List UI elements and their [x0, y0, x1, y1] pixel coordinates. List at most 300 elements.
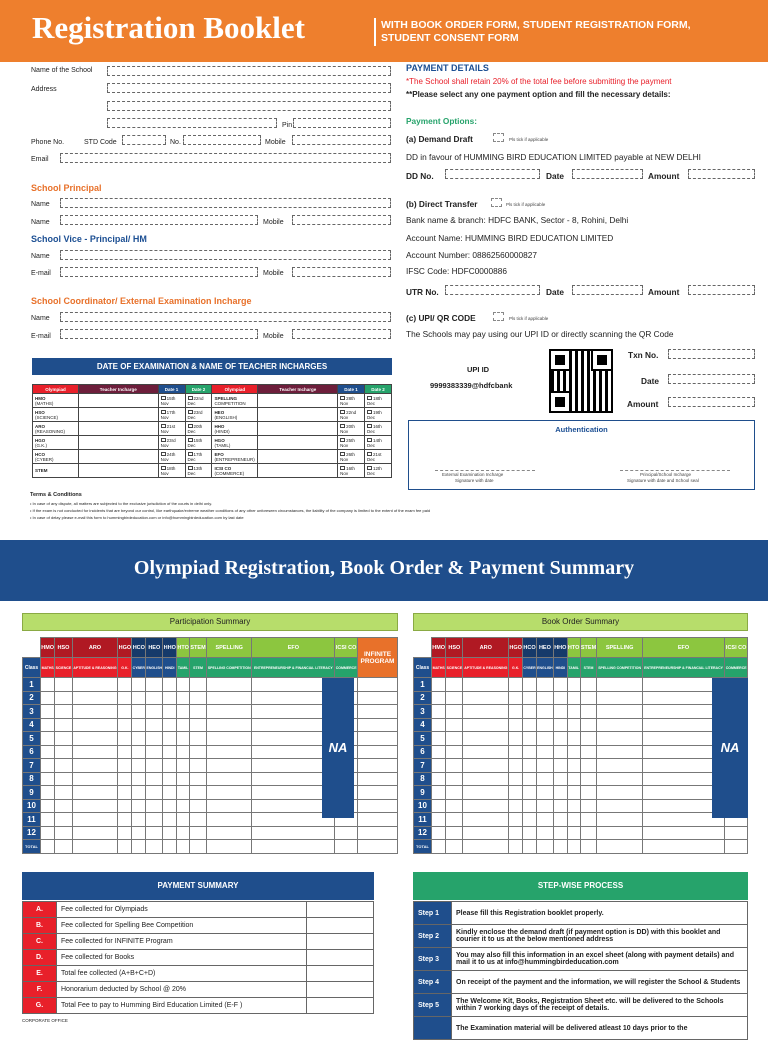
- coord-mobile-field[interactable]: [292, 329, 391, 339]
- grid-cell[interactable]: [163, 745, 177, 759]
- grid-cell[interactable]: [206, 826, 251, 840]
- grid-cell[interactable]: [580, 813, 597, 827]
- grid-cell[interactable]: [580, 826, 597, 840]
- teacher-incharge-cell[interactable]: [258, 422, 338, 436]
- grid-cell[interactable]: [206, 705, 251, 719]
- exam-date-cell[interactable]: [365, 436, 392, 450]
- grid-cell[interactable]: [132, 840, 146, 854]
- exam-date-cell[interactable]: [185, 450, 212, 464]
- grid-cell[interactable]: [463, 786, 509, 800]
- payment-row-value[interactable]: [307, 998, 374, 1014]
- grid-cell[interactable]: [553, 840, 567, 854]
- grid-cell[interactable]: [72, 826, 118, 840]
- grid-cell[interactable]: [163, 799, 177, 813]
- grid-cell[interactable]: [463, 813, 509, 827]
- grid-cell[interactable]: [463, 678, 509, 692]
- grid-cell[interactable]: [446, 705, 463, 719]
- grid-cell[interactable]: [41, 718, 55, 732]
- grid-cell[interactable]: [190, 691, 207, 705]
- grid-cell[interactable]: [146, 759, 163, 773]
- infinite-cell[interactable]: [358, 732, 398, 746]
- infinite-cell[interactable]: [358, 678, 398, 692]
- grid-cell[interactable]: [146, 718, 163, 732]
- exam-date-cell[interactable]: [338, 394, 365, 408]
- demand-draft-checkbox[interactable]: [493, 133, 504, 142]
- exam-date-cell[interactable]: [338, 450, 365, 464]
- grid-cell[interactable]: [580, 745, 597, 759]
- grid-cell[interactable]: [509, 772, 523, 786]
- exam-date-cell[interactable]: [338, 408, 365, 422]
- grid-cell[interactable]: [523, 718, 537, 732]
- std-code-field[interactable]: [122, 135, 166, 145]
- txn-date-field[interactable]: [668, 374, 755, 384]
- infinite-cell[interactable]: [358, 840, 398, 854]
- exam-date-cell[interactable]: [365, 408, 392, 422]
- grid-cell[interactable]: [72, 840, 118, 854]
- grid-cell[interactable]: [432, 786, 446, 800]
- grid-cell[interactable]: [55, 745, 72, 759]
- grid-cell[interactable]: [206, 759, 251, 773]
- grid-cell[interactable]: [597, 813, 642, 827]
- grid-cell[interactable]: [41, 691, 55, 705]
- grid-cell[interactable]: [206, 678, 251, 692]
- teacher-incharge-cell[interactable]: [78, 450, 158, 464]
- grid-cell[interactable]: [72, 745, 118, 759]
- grid-cell[interactable]: [536, 826, 553, 840]
- grid-cell[interactable]: [146, 799, 163, 813]
- grid-cell[interactable]: [72, 759, 118, 773]
- grid-cell[interactable]: [252, 826, 335, 840]
- grid-cell[interactable]: [553, 718, 567, 732]
- grid-cell[interactable]: [118, 732, 132, 746]
- grid-cell[interactable]: [536, 732, 553, 746]
- grid-cell[interactable]: [432, 772, 446, 786]
- teacher-incharge-cell[interactable]: [78, 408, 158, 422]
- exam-date-cell[interactable]: [185, 464, 212, 478]
- grid-cell[interactable]: [132, 759, 146, 773]
- grid-cell[interactable]: [567, 840, 580, 854]
- mobile-field[interactable]: [292, 135, 391, 145]
- grid-cell[interactable]: [190, 826, 207, 840]
- grid-cell[interactable]: [597, 705, 642, 719]
- grid-cell[interactable]: [523, 705, 537, 719]
- grid-cell[interactable]: [190, 813, 207, 827]
- grid-cell[interactable]: [597, 786, 642, 800]
- grid-cell[interactable]: [177, 732, 190, 746]
- grid-cell[interactable]: [118, 718, 132, 732]
- grid-cell[interactable]: [118, 745, 132, 759]
- grid-cell[interactable]: [55, 691, 72, 705]
- exam-date-cell[interactable]: [158, 422, 185, 436]
- grid-cell[interactable]: [41, 759, 55, 773]
- grid-cell[interactable]: [463, 705, 509, 719]
- grid-cell[interactable]: [509, 691, 523, 705]
- grid-cell[interactable]: [55, 826, 72, 840]
- infinite-cell[interactable]: [358, 745, 398, 759]
- grid-cell[interactable]: [190, 705, 207, 719]
- grid-cell[interactable]: [163, 826, 177, 840]
- grid-cell[interactable]: [132, 799, 146, 813]
- grid-cell[interactable]: [523, 786, 537, 800]
- dd-amount-field[interactable]: [688, 169, 755, 179]
- grid-cell[interactable]: [463, 840, 509, 854]
- payment-row-value[interactable]: [307, 966, 374, 982]
- grid-cell[interactable]: [536, 840, 553, 854]
- grid-cell[interactable]: [567, 745, 580, 759]
- grid-cell[interactable]: [597, 840, 642, 854]
- grid-cell[interactable]: [190, 745, 207, 759]
- grid-cell[interactable]: [446, 813, 463, 827]
- grid-cell[interactable]: [163, 718, 177, 732]
- grid-cell[interactable]: [206, 691, 251, 705]
- payment-row-value[interactable]: [307, 950, 374, 966]
- grid-cell[interactable]: [597, 678, 642, 692]
- grid-cell[interactable]: [463, 745, 509, 759]
- teacher-incharge-cell[interactable]: [78, 394, 158, 408]
- grid-cell[interactable]: [146, 705, 163, 719]
- grid-cell[interactable]: [163, 691, 177, 705]
- grid-cell[interactable]: [446, 840, 463, 854]
- grid-cell[interactable]: [509, 813, 523, 827]
- teacher-incharge-cell[interactable]: [258, 408, 338, 422]
- grid-cell[interactable]: [41, 840, 55, 854]
- grid-cell[interactable]: [523, 759, 537, 773]
- grid-cell[interactable]: [580, 718, 597, 732]
- grid-cell[interactable]: [163, 678, 177, 692]
- dd-date-field[interactable]: [572, 169, 643, 179]
- teacher-incharge-cell[interactable]: [258, 394, 338, 408]
- grid-cell[interactable]: [177, 691, 190, 705]
- utr-date-field[interactable]: [572, 285, 643, 295]
- grid-cell[interactable]: [41, 745, 55, 759]
- grid-cell[interactable]: [190, 786, 207, 800]
- grid-cell[interactable]: [72, 691, 118, 705]
- teacher-incharge-cell[interactable]: [258, 464, 338, 478]
- grid-cell[interactable]: [72, 813, 118, 827]
- grid-cell[interactable]: [41, 786, 55, 800]
- grid-cell[interactable]: [132, 813, 146, 827]
- teacher-incharge-cell[interactable]: [258, 436, 338, 450]
- grid-cell[interactable]: [118, 786, 132, 800]
- grid-cell[interactable]: [190, 799, 207, 813]
- grid-cell[interactable]: [642, 840, 725, 854]
- grid-cell[interactable]: [553, 705, 567, 719]
- grid-cell[interactable]: [432, 745, 446, 759]
- grid-cell[interactable]: [432, 813, 446, 827]
- grid-cell[interactable]: [553, 826, 567, 840]
- grid-cell[interactable]: [118, 772, 132, 786]
- grid-cell[interactable]: [446, 691, 463, 705]
- grid-cell[interactable]: [206, 732, 251, 746]
- grid-cell[interactable]: [206, 772, 251, 786]
- grid-cell[interactable]: [72, 678, 118, 692]
- grid-cell[interactable]: [55, 678, 72, 692]
- grid-cell[interactable]: [206, 813, 251, 827]
- grid-cell[interactable]: [72, 705, 118, 719]
- grid-cell[interactable]: [177, 718, 190, 732]
- grid-cell[interactable]: [597, 718, 642, 732]
- grid-cell[interactable]: [642, 826, 725, 840]
- grid-cell[interactable]: [177, 705, 190, 719]
- grid-cell[interactable]: [118, 799, 132, 813]
- grid-cell[interactable]: [567, 826, 580, 840]
- grid-cell[interactable]: [72, 772, 118, 786]
- grid-cell[interactable]: [177, 678, 190, 692]
- exam-date-cell[interactable]: [185, 394, 212, 408]
- grid-cell[interactable]: [55, 732, 72, 746]
- grid-cell[interactable]: [432, 718, 446, 732]
- grid-cell[interactable]: [523, 732, 537, 746]
- grid-cell[interactable]: [446, 745, 463, 759]
- grid-cell[interactable]: [163, 759, 177, 773]
- exam-date-cell[interactable]: [365, 422, 392, 436]
- grid-cell[interactable]: [509, 732, 523, 746]
- teacher-incharge-cell[interactable]: [78, 422, 158, 436]
- grid-cell[interactable]: [463, 826, 509, 840]
- grid-cell[interactable]: [146, 691, 163, 705]
- grid-cell[interactable]: [580, 691, 597, 705]
- grid-cell[interactable]: [206, 786, 251, 800]
- grid-cell[interactable]: [580, 840, 597, 854]
- grid-cell[interactable]: [132, 745, 146, 759]
- grid-cell[interactable]: [335, 826, 358, 840]
- grid-cell[interactable]: [177, 772, 190, 786]
- payment-row-value[interactable]: [307, 934, 374, 950]
- grid-cell[interactable]: [523, 813, 537, 827]
- grid-cell[interactable]: [509, 799, 523, 813]
- grid-cell[interactable]: [132, 772, 146, 786]
- grid-cell[interactable]: [163, 705, 177, 719]
- grid-cell[interactable]: [132, 718, 146, 732]
- grid-cell[interactable]: [567, 705, 580, 719]
- grid-cell[interactable]: [536, 678, 553, 692]
- grid-cell[interactable]: [72, 799, 118, 813]
- grid-cell[interactable]: [118, 705, 132, 719]
- grid-cell[interactable]: [597, 691, 642, 705]
- coord-email-field[interactable]: [60, 329, 258, 339]
- grid-cell[interactable]: [553, 732, 567, 746]
- grid-cell[interactable]: [118, 691, 132, 705]
- exam-date-cell[interactable]: [338, 464, 365, 478]
- grid-cell[interactable]: [597, 732, 642, 746]
- grid-cell[interactable]: [177, 813, 190, 827]
- grid-cell[interactable]: [446, 759, 463, 773]
- grid-cell[interactable]: [446, 786, 463, 800]
- grid-cell[interactable]: [55, 813, 72, 827]
- grid-cell[interactable]: [509, 718, 523, 732]
- pin-field[interactable]: [293, 118, 391, 128]
- grid-cell[interactable]: [41, 799, 55, 813]
- grid-cell[interactable]: [446, 799, 463, 813]
- grid-cell[interactable]: [163, 772, 177, 786]
- grid-cell[interactable]: [463, 718, 509, 732]
- txn-field[interactable]: [668, 349, 755, 359]
- infinite-cell[interactable]: [358, 718, 398, 732]
- grid-cell[interactable]: [146, 840, 163, 854]
- grid-cell[interactable]: [580, 678, 597, 692]
- grid-cell[interactable]: [463, 759, 509, 773]
- grid-cell[interactable]: [177, 786, 190, 800]
- coord-name-field[interactable]: [60, 312, 391, 322]
- exam-date-cell[interactable]: [338, 436, 365, 450]
- infinite-cell[interactable]: [358, 705, 398, 719]
- grid-cell[interactable]: [597, 759, 642, 773]
- grid-cell[interactable]: [146, 732, 163, 746]
- payment-row-value[interactable]: [307, 902, 374, 918]
- grid-cell[interactable]: [432, 759, 446, 773]
- grid-cell[interactable]: [132, 732, 146, 746]
- grid-cell[interactable]: [446, 772, 463, 786]
- grid-cell[interactable]: [55, 840, 72, 854]
- txn-amount-field[interactable]: [668, 397, 755, 407]
- exam-date-cell[interactable]: [158, 394, 185, 408]
- grid-cell[interactable]: [432, 826, 446, 840]
- utr-amount-field[interactable]: [688, 285, 755, 295]
- infinite-cell[interactable]: [358, 826, 398, 840]
- grid-cell[interactable]: [446, 732, 463, 746]
- grid-cell[interactable]: [432, 691, 446, 705]
- exam-date-cell[interactable]: [185, 436, 212, 450]
- grid-cell[interactable]: [132, 786, 146, 800]
- grid-cell[interactable]: [536, 786, 553, 800]
- exam-date-cell[interactable]: [338, 422, 365, 436]
- grid-cell[interactable]: [41, 732, 55, 746]
- grid-cell[interactable]: [146, 786, 163, 800]
- grid-cell[interactable]: [432, 705, 446, 719]
- principal-mobile-field[interactable]: [292, 215, 391, 225]
- grid-cell[interactable]: [72, 732, 118, 746]
- phone-number-field[interactable]: [183, 135, 261, 145]
- grid-cell[interactable]: [132, 691, 146, 705]
- grid-cell[interactable]: [55, 759, 72, 773]
- grid-cell[interactable]: [118, 840, 132, 854]
- principal-name-field[interactable]: [60, 198, 391, 208]
- upi-checkbox[interactable]: [493, 312, 504, 321]
- grid-cell[interactable]: [509, 678, 523, 692]
- vice-name-field[interactable]: [60, 250, 391, 260]
- grid-cell[interactable]: [72, 718, 118, 732]
- grid-cell[interactable]: [55, 786, 72, 800]
- grid-cell[interactable]: [567, 813, 580, 827]
- grid-cell[interactable]: [132, 826, 146, 840]
- grid-cell[interactable]: [553, 786, 567, 800]
- grid-cell[interactable]: [432, 732, 446, 746]
- grid-cell[interactable]: [163, 786, 177, 800]
- grid-cell[interactable]: [536, 813, 553, 827]
- grid-cell[interactable]: [523, 745, 537, 759]
- grid-cell[interactable]: [553, 772, 567, 786]
- grid-cell[interactable]: [177, 759, 190, 773]
- exam-date-cell[interactable]: [158, 436, 185, 450]
- infinite-cell[interactable]: [358, 799, 398, 813]
- grid-cell[interactable]: [55, 718, 72, 732]
- grid-cell[interactable]: [597, 826, 642, 840]
- grid-cell[interactable]: [567, 799, 580, 813]
- vice-email-field[interactable]: [60, 267, 258, 277]
- grid-cell[interactable]: [509, 826, 523, 840]
- grid-cell[interactable]: [597, 772, 642, 786]
- principal-email-field[interactable]: [60, 215, 258, 225]
- grid-cell[interactable]: [509, 745, 523, 759]
- exam-date-cell[interactable]: [185, 422, 212, 436]
- exam-date-cell[interactable]: [365, 464, 392, 478]
- grid-cell[interactable]: [567, 678, 580, 692]
- grid-cell[interactable]: [432, 840, 446, 854]
- grid-cell[interactable]: [509, 759, 523, 773]
- email-field[interactable]: [60, 153, 391, 163]
- exam-date-cell[interactable]: [158, 450, 185, 464]
- teacher-incharge-cell[interactable]: [258, 450, 338, 464]
- infinite-cell[interactable]: [358, 691, 398, 705]
- grid-cell[interactable]: [41, 678, 55, 692]
- grid-cell[interactable]: [580, 759, 597, 773]
- grid-cell[interactable]: [463, 799, 509, 813]
- grid-cell[interactable]: [163, 813, 177, 827]
- grid-cell[interactable]: [55, 772, 72, 786]
- grid-cell[interactable]: [72, 786, 118, 800]
- grid-cell[interactable]: [567, 786, 580, 800]
- grid-cell[interactable]: [509, 705, 523, 719]
- grid-cell[interactable]: [536, 799, 553, 813]
- grid-cell[interactable]: [553, 745, 567, 759]
- grid-cell[interactable]: [446, 826, 463, 840]
- grid-cell[interactable]: [177, 799, 190, 813]
- grid-cell[interactable]: [432, 799, 446, 813]
- grid-cell[interactable]: [580, 786, 597, 800]
- grid-cell[interactable]: [523, 772, 537, 786]
- grid-cell[interactable]: [190, 840, 207, 854]
- grid-cell[interactable]: [536, 705, 553, 719]
- grid-cell[interactable]: [118, 678, 132, 692]
- grid-cell[interactable]: [206, 840, 251, 854]
- grid-cell[interactable]: [41, 772, 55, 786]
- grid-cell[interactable]: [553, 759, 567, 773]
- direct-transfer-checkbox[interactable]: [491, 198, 502, 207]
- infinite-cell[interactable]: [358, 759, 398, 773]
- grid-cell[interactable]: [146, 826, 163, 840]
- grid-cell[interactable]: [190, 678, 207, 692]
- grid-cell[interactable]: [567, 759, 580, 773]
- teacher-incharge-cell[interactable]: [78, 436, 158, 450]
- grid-cell[interactable]: [146, 678, 163, 692]
- grid-cell[interactable]: [190, 772, 207, 786]
- grid-cell[interactable]: [536, 772, 553, 786]
- grid-cell[interactable]: [432, 678, 446, 692]
- grid-cell[interactable]: [523, 678, 537, 692]
- grid-cell[interactable]: [725, 840, 748, 854]
- grid-cell[interactable]: [536, 759, 553, 773]
- grid-cell[interactable]: [177, 826, 190, 840]
- grid-cell[interactable]: [206, 718, 251, 732]
- grid-cell[interactable]: [41, 813, 55, 827]
- grid-cell[interactable]: [523, 691, 537, 705]
- grid-cell[interactable]: [132, 705, 146, 719]
- grid-cell[interactable]: [118, 813, 132, 827]
- exam-date-cell[interactable]: [158, 464, 185, 478]
- grid-cell[interactable]: [536, 745, 553, 759]
- grid-cell[interactable]: [553, 678, 567, 692]
- grid-cell[interactable]: [523, 799, 537, 813]
- grid-cell[interactable]: [567, 691, 580, 705]
- grid-cell[interactable]: [132, 678, 146, 692]
- grid-cell[interactable]: [567, 732, 580, 746]
- exam-date-cell[interactable]: [365, 450, 392, 464]
- vice-mobile-field[interactable]: [292, 267, 391, 277]
- grid-cell[interactable]: [55, 705, 72, 719]
- grid-cell[interactable]: [509, 840, 523, 854]
- grid-cell[interactable]: [206, 745, 251, 759]
- grid-cell[interactable]: [725, 826, 748, 840]
